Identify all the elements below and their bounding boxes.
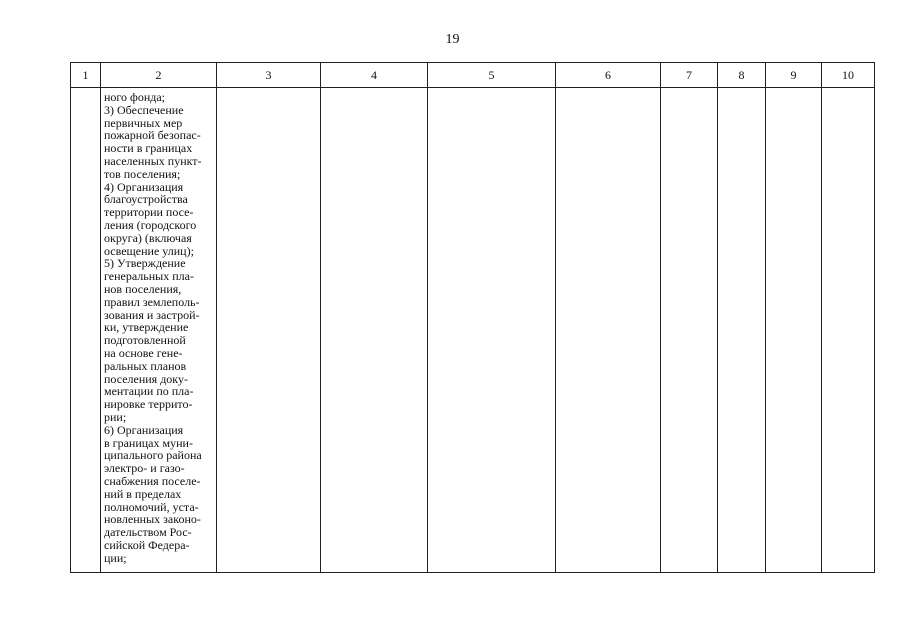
cell-col-4: [321, 88, 428, 573]
text-line: ного фонда;: [104, 90, 166, 104]
text-line: пожарной безопас-: [104, 128, 201, 143]
text-line: новленных законо-: [104, 512, 201, 527]
column-header-10: 10: [822, 63, 875, 88]
text-line: ки, утверждение: [104, 320, 189, 335]
text-line: ний в пределах: [104, 486, 182, 501]
column-header-4: 4: [321, 63, 428, 88]
column-header-8: 8: [718, 63, 766, 88]
text-line: на основе гене-: [104, 345, 183, 360]
text-line: ления (городского: [104, 217, 197, 232]
text-line: генеральных пла-: [104, 269, 194, 284]
powers-list-text: [101, 88, 216, 564]
text-line: сийской Федера-: [104, 537, 190, 552]
text-line: ментации по пла-: [104, 384, 194, 399]
text-line: территории посе-: [104, 205, 194, 220]
cell-col-5: [428, 88, 556, 573]
page-number: 19: [445, 32, 460, 47]
text-line: ции;: [104, 550, 127, 565]
column-header-5: 5: [428, 63, 556, 88]
text-line: рии;: [104, 409, 127, 424]
text-line: дательством Рос-: [104, 525, 192, 540]
text-line: зования и застрой-: [104, 307, 200, 322]
cell-col-1: [71, 88, 101, 573]
column-header-2: 2: [101, 63, 217, 88]
text-line: 5) Утверждение: [104, 256, 186, 271]
column-number-header-row: [71, 63, 875, 88]
text-line: правил землеполь-: [104, 294, 200, 309]
text-line: поселения доку-: [104, 371, 188, 386]
cell-col-3: [217, 88, 321, 573]
text-line: полномочий, уста-: [104, 499, 199, 514]
cell-col-7: [661, 88, 718, 573]
text-line: нировке террито-: [104, 397, 193, 412]
text-line: округа) (включая: [104, 230, 192, 245]
text-line: ральных планов: [104, 358, 187, 373]
column-header-7: 7: [661, 63, 718, 88]
column-header-6: 6: [556, 63, 661, 88]
cell-col-8: [718, 88, 766, 573]
column-header-3: 3: [217, 63, 321, 88]
column-header-1: 1: [71, 63, 101, 88]
text-line: снабжения поселе-: [104, 473, 201, 488]
text-line: освещение улиц);: [104, 243, 194, 258]
text-line: тов поселения;: [104, 166, 181, 181]
table-row: [71, 88, 875, 573]
cell-col-2: [101, 88, 217, 573]
text-line: 6) Организация: [104, 422, 184, 437]
cell-col-10: [822, 88, 875, 573]
text-line: 3) Обеспечение: [104, 102, 184, 117]
text-line: нов поселения,: [104, 281, 182, 296]
text-line: подготовленной: [104, 333, 186, 348]
column-header-9: 9: [766, 63, 822, 88]
text-line: первичных мер: [104, 115, 183, 130]
data-table: [70, 62, 875, 573]
text-line: 4) Организация: [104, 179, 184, 194]
text-line: в границах муни-: [104, 435, 193, 450]
text-line: электро- и газо-: [104, 461, 185, 476]
text-line: ности в границах: [104, 141, 193, 156]
text-line: ципального района: [104, 448, 202, 463]
cell-col-9: [766, 88, 822, 573]
text-line: населенных пункт-: [104, 153, 202, 168]
text-line: благоустройства: [104, 192, 188, 207]
cell-col-6: [556, 88, 661, 573]
